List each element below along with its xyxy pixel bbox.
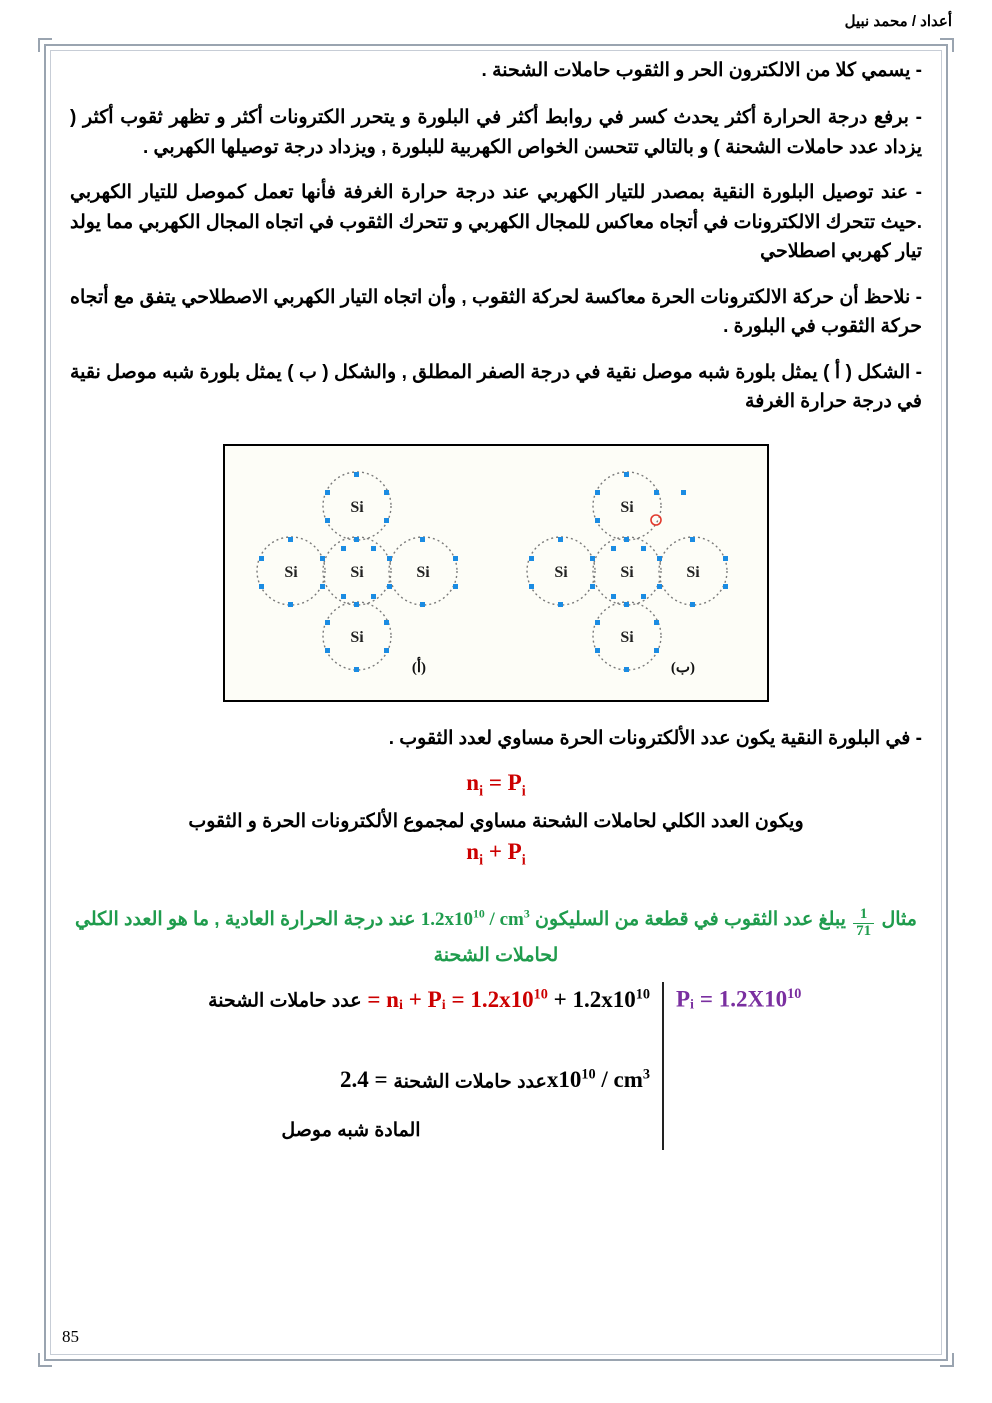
carriers-label-1: عدد حاملات الشحنة	[208, 990, 362, 1012]
svg-text:Si: Si	[284, 564, 298, 582]
svg-text:Si: Si	[620, 564, 634, 582]
svg-text:Si: Si	[620, 629, 634, 647]
lattice-diagram-a	[257, 472, 458, 676]
page-content	[70, 56, 922, 1333]
svg-text:Si: Si	[350, 629, 364, 647]
paragraph-4: - نلاحظ أن حركة الالكترونات الحرة معاكسة لحركة الثقوب , وأن اتجاه التيار الكهربي الاصطلاحي يتفق مع أتجاه حركة الثقوب في البلورة .	[70, 286, 922, 338]
silicon-lattice-figure	[223, 444, 769, 702]
paragraph-2: - برفع درجة الحرارة أكثر يحدث كسر في روابط أكثر في البلورة و يتحرر الكترونات أكثر و تظهر ثقوب أكثر ( يزداد عدد حاملات الشحنة ) و بالتالي تتحسن الخواص الكهربية للبلورة , ويزداد درجة توصيلها الكهربي .	[70, 107, 922, 158]
solution-given-column	[676, 986, 922, 1013]
page-header: أعداد / محمد نبيل	[844, 13, 952, 30]
solution-block	[70, 986, 922, 1156]
svg-text:Si: Si	[686, 564, 700, 582]
carriers-label-2: عدد حاملات الشحنة	[393, 1071, 547, 1093]
svg-text:Si: Si	[416, 564, 430, 582]
total-carriers-statement: ويكون العدد الكلي لحاملات الشحنة مساوي لمجموع الألكترونات الحرة و الثقوب	[188, 811, 804, 833]
fraction-numerator: 1	[853, 907, 874, 924]
silicon-lattice-svg	[221, 446, 767, 704]
paragraph-3: - عند توصيل البلورة النقية بمصدر للتيار الكهربي عند درجة حرارة الغرفة فأنها تعمل كموصل للتيار الكهربي .حيث تتحرك الالكترونات في أتجاه معاكس للمجال الكهربي و تتحرك الثقوب في اتجاه المجال الكهربي مما يولد تيار كهربي اصطلاحي	[70, 182, 922, 263]
example-value: $1.2x10^{10} / cm^3$	[420, 907, 530, 930]
svg-text:(أ): (أ)	[411, 660, 426, 677]
material-note: المادة شبه موصل	[281, 1120, 421, 1142]
example-fraction	[853, 907, 874, 940]
formula-ni-equals-pi: $n_i = P_i$	[466, 769, 526, 800]
svg-text:Si: Si	[554, 564, 568, 582]
corner-tick-top-left	[38, 38, 52, 52]
paragraph-after-figure: - في البلورة النقية يكون عدد الألكترونات الحرة مساوي لعدد الثقوب .	[388, 728, 922, 750]
given-pi-value: Pᵢ = $1.2X10^{10}$	[676, 986, 802, 1012]
svg-text:(ب): (ب)	[670, 660, 695, 677]
solution-work-column	[70, 986, 650, 1142]
svg-text:Si: Si	[350, 564, 364, 582]
carriers-eq-1-cont: + $1.2x10^{10}$	[553, 986, 650, 1012]
svg-text:Si: Si	[620, 499, 634, 517]
lattice-diagram-b	[527, 472, 728, 676]
carriers-eq-1: = nᵢ + Pᵢ = $1.2x10^{10}$	[367, 986, 548, 1012]
page-number: 85	[62, 1327, 79, 1346]
corner-tick-bottom-left	[38, 1353, 52, 1367]
example-block	[70, 904, 922, 972]
solution-line-2	[70, 1067, 650, 1094]
fraction-denominator: 71	[856, 923, 872, 939]
example-text-2: عند درجة الحرارة العادية , ما هو العدد الكلي لحاملات الشحنة	[75, 909, 559, 966]
solution-line-1	[70, 986, 650, 1013]
example-text-1: يبلغ عدد الثقوب في قطعة من السليكون	[535, 909, 846, 930]
svg-text:Si: Si	[350, 499, 364, 517]
formula-ni-plus-pi: $n_i + P_i$	[466, 839, 526, 869]
hole-marker	[651, 515, 661, 525]
paragraph-5: - الشكل ( أ ) يمثل بلورة شبه موصل نقية في درجة الصفر المطلق , والشكل ( ب ) يمثل بلورة شبه موصل نقية في درجة حرارة الغرفة	[70, 361, 922, 412]
solution-divider	[662, 982, 664, 1150]
corner-tick-bottom-right	[940, 1353, 954, 1367]
carriers-eq-2: = $2.4x10^{10} / cm^3$	[340, 1066, 650, 1093]
paragraph-1: - يسمي كلا من الالكترون الحر و الثقوب حاملات الشحنة .	[481, 60, 922, 81]
figure-container	[70, 444, 922, 702]
example-lead: مثال	[881, 909, 917, 930]
corner-tick-top-right	[940, 38, 954, 52]
